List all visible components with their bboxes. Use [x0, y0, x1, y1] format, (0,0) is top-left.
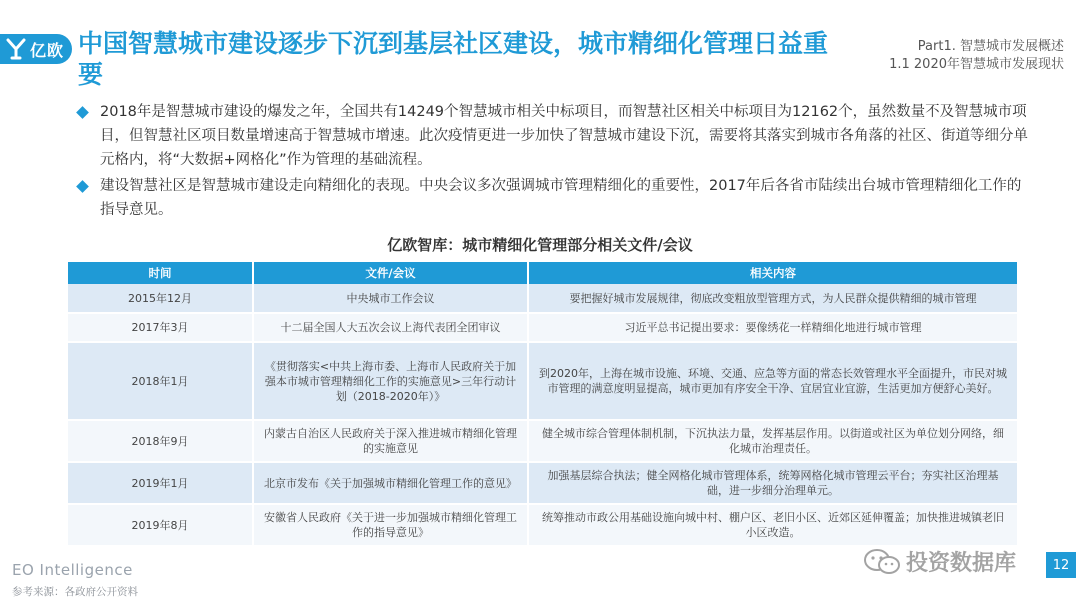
cell-content: 要把握好城市发展规律，彻底改变粗放型管理方式，为人民群众提供精细的城市管理 — [528, 284, 1018, 313]
bullet-item — [78, 100, 1028, 172]
part-line-2: 1.1 2020年智慧城市发展现状 — [889, 57, 1064, 72]
cell-content: 统筹推动市政公用基础设施向城中村、棚户区、老旧小区、近郊区延伸覆盖；加快推进城镇老旧小区改造。 — [528, 504, 1018, 546]
diamond-bullet-icon — [76, 180, 89, 193]
part-line-1: Part1. 智慧城市发展概述 — [917, 39, 1064, 54]
diamond-bullet-icon — [76, 106, 89, 119]
section-label — [889, 38, 1064, 74]
table-row — [68, 504, 1018, 546]
cell-document: 安徽省人民政府《关于进一步加强城市精细化管理工作的指导意见》 — [253, 504, 528, 546]
cell-time: 2015年12月 — [68, 284, 253, 313]
yiou-logo-icon — [6, 38, 26, 60]
wechat-icon — [862, 547, 902, 577]
cell-time: 2019年8月 — [68, 504, 253, 546]
table-row — [68, 342, 1018, 420]
table-row — [68, 420, 1018, 462]
cell-content: 习近平总书记提出要求：要像绣花一样精细化地进行城市管理 — [528, 313, 1018, 342]
page-number: 12 — [1046, 552, 1076, 578]
table-header-row — [68, 262, 1018, 284]
cell-document: 北京市发布《关于加强城市精细化管理工作的意见》 — [253, 462, 528, 504]
header-document: 文件/会议 — [253, 262, 528, 284]
logo-text: 亿欧 — [30, 40, 65, 60]
table-row — [68, 284, 1018, 313]
footer-source: 参考来源：各政府公开资料 — [12, 586, 138, 598]
cell-time: 2018年9月 — [68, 420, 253, 462]
header-time: 时间 — [68, 262, 253, 284]
watermark — [862, 546, 1016, 577]
header-content: 相关内容 — [528, 262, 1018, 284]
table-row — [68, 462, 1018, 504]
watermark-text: 投资数据库 — [906, 551, 1017, 576]
cell-time: 2019年1月 — [68, 462, 253, 504]
brand-logo — [0, 34, 72, 64]
cell-document: 内蒙古自治区人民政府关于深入推进城市精细化管理的实施意见 — [253, 420, 528, 462]
cell-document: 中央城市工作会议 — [253, 284, 528, 313]
bullet-item — [78, 174, 1028, 222]
policy-table — [68, 262, 1019, 547]
cell-content: 到2020年，上海在城市设施、环境、交通、应急等方面的常态长效管理水平全面提升，市民对城市管理的满意度明显提高，城市更加有序安全干净、宜居宜业宜游，生活更加方便舒心美好。 — [528, 342, 1018, 420]
cell-content: 加强基层综合执法；健全网格化城市管理体系，统筹网格化城市管理云平台；夯实社区治理基础，进一步细分治理单元。 — [528, 462, 1018, 504]
cell-content: 健全城市综合管理体制机制，下沉执法力量，发挥基层作用。以街道或社区为单位划分网络，细化城市治理责任。 — [528, 420, 1018, 462]
bullet-text: 建设智慧社区是智慧城市建设走向精细化的表现。中央会议多次强调城市管理精细化的重要性，2017年后各省市陆续出台城市管理精细化工作的指导意见。 — [100, 178, 1022, 218]
table-title: 亿欧智库：城市精细化管理部分相关文件/会议 — [387, 236, 693, 254]
bullet-list — [78, 100, 1028, 224]
cell-time: 2017年3月 — [68, 313, 253, 342]
cell-document: 《贯彻落实<中共上海市委、上海市人民政府关于加强本市城市管理精细化工作的实施意见>三年行动计划（2018-2020年）》 — [253, 342, 528, 420]
footer-brand: EO Intelligence — [12, 561, 133, 579]
cell-document: 十二届全国人大五次会议上海代表团全团审议 — [253, 313, 528, 342]
page-title: 中国智慧城市建设逐步下沉到基层社区建设，城市精细化管理日益重要 — [78, 29, 829, 89]
table-row — [68, 313, 1018, 342]
cell-time: 2018年1月 — [68, 342, 253, 420]
bullet-text: 2018年是智慧城市建设的爆发之年，全国共有14249个智慧城市相关中标项目，而智慧社区相关中标项目为12162个，虽然数量不及智慧城市项目，但智慧社区项目数量增速高于智慧城市增速。此次疫情更进一步加快了智慧城市建设下沉，需要将其落实到城市各角落的社区、街道等细分单元格内，将“大数据+网格化”作为管理的基础流程。 — [100, 104, 1028, 168]
